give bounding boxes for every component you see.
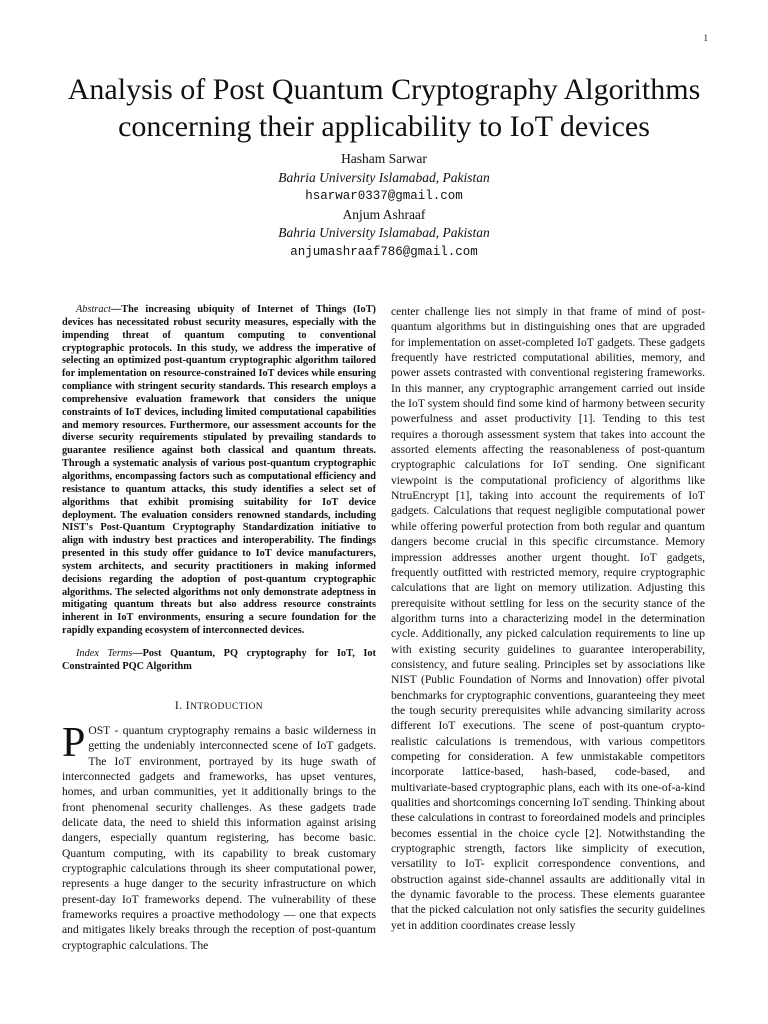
drop-cap: P (62, 719, 86, 766)
section-number: I. (174, 698, 183, 712)
section-title-first: I (185, 698, 191, 712)
abstract-text: —The increasing ubiquity of Internet of Things (IoT) devices has necessitated robust security measures, especially with the impending threat of quantum computing to conventional cryptographic protocols. In this study, we address the imperative of selecting an optimized post-quantum cryptographic algorithm tailored for implementation on resource-constrained IoT devices while ensuring compliance with stringent security standards. This research employs a comprehensive evaluation framework that considers the unique constraints of IoT devices, including limited computational capabilities and memory resources. Furthermore, our assessment accounts for the diverse security requirements stipulated by prevailing standards to guarantee resilience against both classical and quantum threats. Through a systematic analysis of various post-quantum cryptographic algorithms, encompassing factors such as computational efficiency and resistance to quantum attacks, this study identifies a select set of algorithms that exhibit promising suitability for IoT device deployment. The evaluation considers renowned standards, including NIST's Post-Quantum Cryptography Standardization initiative to align with industry best practices and interoperability. The findings presented in this study offer guidance to IoT device manufacturers, system architects, and security practitioners in making informed decisions regarding the adoption of post-quantum cryptographic algorithms. The selected algorithms not only demonstrate adeptness in mitigating quantum threats but also address resource constraints inherent in IoT environments, ensuring a secure foundation for the rapidly expanding ecosystem of interconnected devices. (62, 304, 376, 637)
author-name: Anjum Ashraaf (342, 206, 426, 222)
intro-text: OST - quantum cryptography remains a basic wilderness in getting the undeniably interconnected scene of IoT gadgets. The IoT environment, portrayed by its huge swath of interconnected gadgets and frameworks, has upset ventures, homes, and urban communities, yet it additionally brings to the front phenomenal security challenges. As these gadgets trade delicate data, the need to shield this information against arising dangers, especially quantum registering, has become basic. Quantum computing, with its capability to break customary cryptographic calculations through its sheer computational power, represents a huge danger to the security infrastructure on which present-day IoT frameworks depend. The vulnerability of these frameworks requires a proactive methodology — one that expects and mitigates likely breaks through the reception of post-quantum cryptographic calculations. The (62, 723, 376, 952)
page-number: 1 (703, 33, 708, 43)
index-terms-lead: Index Terms (76, 647, 133, 659)
right-column (391, 304, 705, 933)
index-terms (62, 648, 376, 674)
left-column (62, 304, 376, 953)
body-paragraph: center challenge lies not simply in that frame of mind of post-quantum algorithms but in distinguishing ones that are upgraded for implementation on asset-completed IoT gadgets. These gadgets frequently have restricted computational abilities, memory, and power assets contrasted with conventional registering frameworks. In this manner, any cryptographic arrangement carried out inside the IoT system should find some kind of harmony between security powerfulness and asset productivity [1]. Tending to this test requires a thorough assessment system that takes into account the assorted elements affecting the reasonableness of post-quantum cryptographic calculations for IoT sending. One significant viewpoint is the computational proficiency of algorithms like NtruEncrypt [1], taking into account the requirements of IoT gadgets. Calculations that request negligible computational power while offering powerful protection from both regular and quantum dangers become crucial in this specific circumstance. Memory impression addresses another urgent thought. IoT gadgets, frequently outfitted with restricted memory, require cryptographic calculations that are light on memory utilization. Adjusting this prerequisite without settling for less on the security stance of the algorithm turns into a characterizing model in the determination cycle. Additionally, any picked calculation requirements to line up with existing security guidelines to guarantee interoperability, consistency, and future sealing. Principles set by associations like NIST (Public Foundation of Norms and Innovation) offer pivotal benchmarks for cryptographic conventions, guaranteeing they meet the tough security prerequisites while advancing similarity across different IoT executions. The scene of post-quantum crypto-realistic calculations is tremendous, with various competitors competing for consideration. A few unmistakable competitors incorporate lattice-based, hash-based, code-based, and multivariate-based cryptographic plans, each with its one-of-a-kind qualities and shortcomings concerning IoT sending. Thinking about these calculations in contrast to foreordained models and principles becomes essential in the choice cycle [2]. Notwithstanding the cryptographic strength, factors like simplicity of execution, versatility to IoT- explicit correspondence conventions, and obstruction against side-channel assaults are additionally vital in the dynamic favorable to the process. These elements guarantee that the picked calculation not only satisfies the security guidelines yet in addition coordinates crease lessly (391, 305, 705, 932)
intro-paragraph (62, 719, 376, 953)
author-affiliation: Bahria University Islamabad, Pakistan (278, 169, 490, 185)
index-terms-text: —Post Quantum, PQ cryptography for IoT, Iot Constrainted PQC Algorithm (62, 647, 376, 672)
author-affiliation: Bahria University Islamabad, Pakistan (278, 225, 490, 240)
paper-title: Analysis of Post Quantum Cryptography Algorithms concerning their applicability to IoT devices (67, 73, 701, 143)
abstract-lead: Abstract (76, 304, 111, 315)
author-email: anjumashraaf786@gmail.com (290, 244, 478, 259)
abstract (62, 304, 376, 638)
author-name: Hasham Sarwar (341, 151, 427, 166)
section-title-rest: NTRODUCTION (190, 701, 264, 712)
author-email: hsarwar0337@gmail.com (305, 189, 463, 203)
author-block (0, 150, 768, 261)
section-heading (62, 698, 376, 715)
